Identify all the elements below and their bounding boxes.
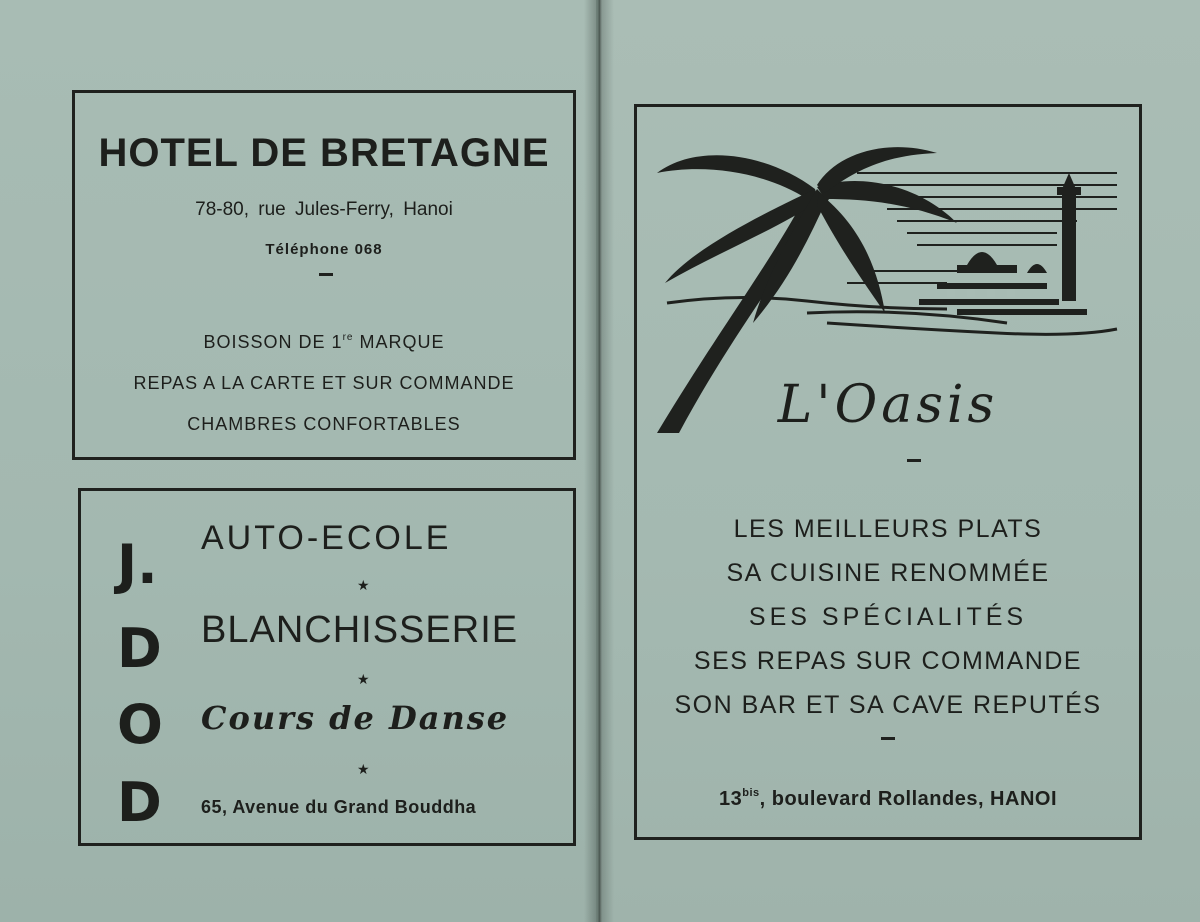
divider <box>881 737 895 740</box>
oasis-feature: SES SPÉCIALITÉS <box>748 603 1028 631</box>
star-icon: ★ <box>357 577 370 593</box>
star-icon: ★ <box>357 671 370 687</box>
service-auto-ecole: AUTO-ECOLE <box>201 519 452 557</box>
hotel-feature: BOISSON DE 1re MARQUE <box>203 332 445 352</box>
hotel-address: 78-80, rue Jules-Ferry, Hanoi <box>195 199 453 220</box>
book-gutter <box>584 0 614 922</box>
oasis-features <box>637 507 1139 727</box>
oasis-address: $13^{bis}$, boulevard Rollandes, HANOI <box>718 787 1058 810</box>
oasis-feature: SON BAR ET SA CAVE REPUTÉS <box>674 691 1102 719</box>
oasis-title: L'Oasis <box>777 375 999 435</box>
hotel-features <box>75 317 573 445</box>
hotel-telephone: Téléphone 068 <box>265 241 383 258</box>
oasis-feature: SES REPAS SUR COMMANDE <box>693 647 1083 675</box>
service-cours-de-danse: Cours de Danse <box>201 699 510 737</box>
service-blanchisserie: BLANCHISSERIE <box>201 609 519 651</box>
divider <box>319 273 333 276</box>
hotel-name: HOTEL DE BRETAGNE <box>98 131 550 175</box>
letter-o: O <box>117 693 163 756</box>
oasis-feature: LES MEILLEURS PLATS <box>733 515 1043 543</box>
jdod-ad <box>78 488 576 846</box>
oasis-feature: SA CUISINE RENOMMÉE <box>726 559 1050 587</box>
hotel-feature: CHAMBRES CONFORTABLES <box>187 414 461 434</box>
oasis-ad <box>634 104 1142 840</box>
letter-d: D <box>117 617 162 680</box>
jdod-address: 65, Avenue du Grand Bouddha <box>201 797 477 817</box>
divider <box>907 459 921 462</box>
hotel-ad <box>72 90 576 460</box>
star-icon: ★ <box>357 761 370 777</box>
hotel-feature: REPAS A LA CARTE ET SUR COMMANDE <box>133 373 515 393</box>
letter-j: J. <box>117 533 158 596</box>
letter-d: D <box>117 771 162 834</box>
